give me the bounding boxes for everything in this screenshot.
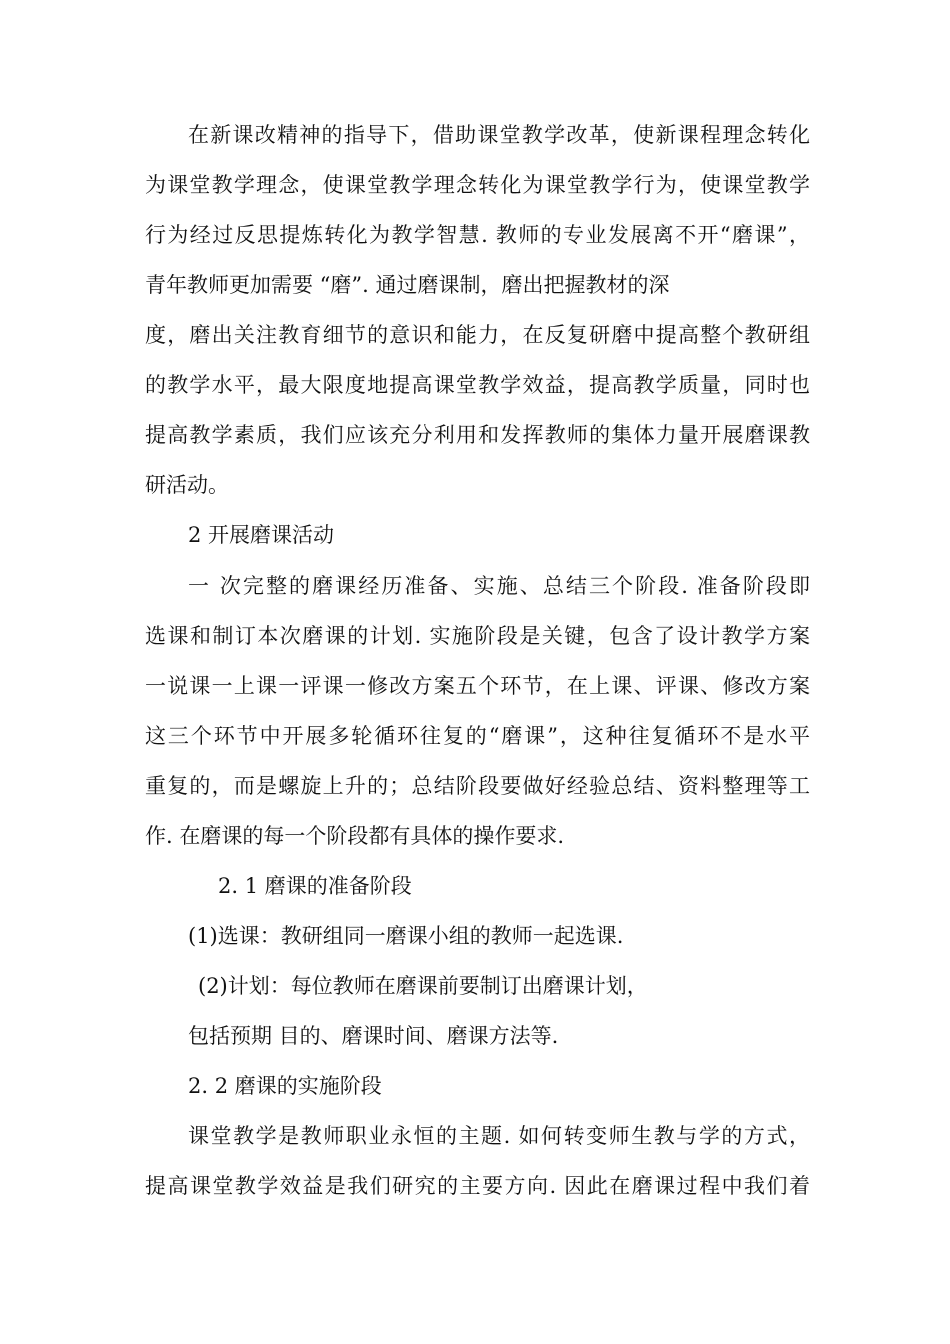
paragraph-line: 提高教学素质，我们应该充分利用和发挥教师的集体力量开展磨课教 <box>145 423 810 447</box>
subsection-heading: 2. 1 磨课的准备阶段 <box>218 874 412 898</box>
paragraph-line: 行为经过反思提炼转化为教学智慧. 教师的专业发展离不开“磨课”， <box>145 223 810 247</box>
paragraph-line: 提高课堂教学效益是我们研究的主要方向. 因此在磨课过程中我们着 <box>145 1174 810 1198</box>
paragraph-line: 课堂教学是教师职业永恒的主题. 如何转变师生教与学的方式， <box>188 1124 810 1148</box>
paragraph-line: 选课和制订本次磨课的计划. 实施阶段是关键，包含了设计教学方案 <box>145 624 810 648</box>
paragraph-line: 度，磨出关注教育细节的意识和能力，在反复研磨中提高整个教研组 <box>145 323 810 347</box>
paragraph-line: 包括预期 目的、磨课时间、磨课方法等. <box>188 1024 559 1048</box>
list-item: (1)选课：教研组同一磨课小组的教师一起选课. <box>188 924 624 948</box>
paragraph-line: 研活动。 <box>145 473 229 497</box>
paragraph-line: 作. 在磨课的每一个阶段都有具体的操作要求. <box>145 824 565 848</box>
paragraph-line: 一说课一上课一评课一修改方案五个环节，在上课、评课、修改方案 <box>145 674 810 698</box>
paragraph-line: 青年教师更加需要 “磨”. 通过磨课制，磨出把握教材的深 <box>145 273 670 297</box>
list-item: (2)计划：每位教师在磨课前要制订出磨课计划， <box>198 974 648 998</box>
paragraph-line: 在新课改精神的指导下，借助课堂教学改革，使新课程理念转化 <box>188 123 810 147</box>
paragraph-line: 这三个环节中开展多轮循环往复的“磨课”，这种往复循环不是水平 <box>145 724 810 748</box>
subsection-heading: 2. 2 磨课的实施阶段 <box>188 1074 382 1098</box>
paragraph-line: 一 次完整的磨课经历准备、实施、总结三个阶段. 准备阶段即 <box>188 574 810 598</box>
paragraph-line: 为课堂教学理念，使课堂教学理念转化为课堂教学行为，使课堂教学 <box>145 173 810 197</box>
section-heading: 2 开展磨课活动 <box>188 523 335 547</box>
paragraph-line: 重复的，而是螺旋上升的；总结阶段要做好经验总结、资料整理等工 <box>145 774 810 798</box>
paragraph-line: 的教学水平，最大限度地提高课堂教学效益，提高教学质量，同时也 <box>145 373 810 397</box>
